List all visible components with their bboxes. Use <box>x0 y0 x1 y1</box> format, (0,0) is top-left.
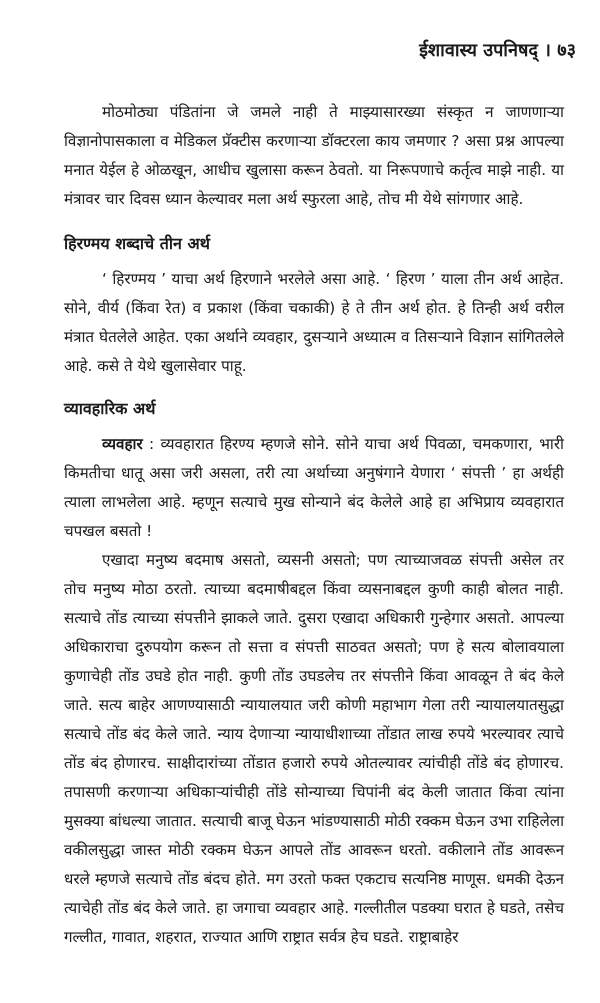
practical-meaning-paragraph-2: एखादा मनुष्य बदमाष असतो, व्यसनी असतो; पण त्याच्याजवळ संपत्ती असेल तर तोच मनुष्य मोठा ठरतो. त्याच्या बदमाषीबद्दल किंवा व्यसनाबद्दल कुणी काही बोलत नाही. सत्याचे तोंड त्याच्या संपत्तीने झाकले जाते. दुसरा एखादा अधिकारी गुन्हेगार असतो. आपल्या अधिकाराचा दुरुपयोग करून तो सत्ता व संपत्ती साठवत असतो; पण हे सत्य बोलावयाला कुणाचेही तोंड उघडे होत नाही. कुणी तोंड उघडलेच तर संपत्तीने किंवा आवळून ते बंद केले जाते. सत्य बाहेर आणण्यासाठी न्यायालयात जरी कोणी महाभाग गेला तरी न्यायालयातसुद्धा सत्याचे तोंड बंद केले जाते. न्याय देणाऱ्या न्यायाधीशाच्या तोंडात लाख रुपये भरल्यावर त्याचे तोंड बंद होणारच. साक्षीदारांच्या तोंडात हजारो रुपये ओतल्यावर त्यांचीही तोंडे बंद होणारच. तपासणी करणाऱ्या अधिकाऱ्यांचीही तोंडे सोन्याच्या चिपांनी बंद केली जातात किंवा त्यांना मुसक्या बांधल्या जातात. सत्याची बाजू घेऊन भांडण्यासाठी मोठी रक्कम घेऊन उभा राहिलेला वकीलसुद्धा जास्त मोठी रक्कम घेऊन आपले तोंड आवरून धरतो. वकीलाने तोंड आवरून धरले म्हणजे सत्याचे तोंड बंदच होते. मग उरतो फक्त एकटाच सत्यनिष्ठ माणूस. धमकी देऊन त्याचेही तोंड बंद केले जाते. हा जगाचा व्यवहार आहे. गल्लीतील पडक्या घरात हे घडते, तसेच गल्लीत, गावात, शहरात, राज्यात आणि राष्ट्रात सर्वत्र हेच घडते. राष्ट्राबाहेर <box>64 551 565 946</box>
paragraph-1-text: : व्यवहारात हिरण्य म्हणजे सोने. सोने याचा अर्थ पिवळा, चमकणारा, भारी किमतीचा धातू असा जरी असला, तरी त्या अर्थाच्या अनुषंगाने येणारा ‘ संपत्ती ’ हा अर्थही त्याला लाभलेला आहे. म्हणून सत्याचे मुख सोन्याने बंद केलेले आहे हा अभिप्राय व्यवहारात चपखल बसतो ! <box>64 435 564 540</box>
three-meanings-paragraph: ‘ हिरण्मय ’ याचा अर्थ हिरणाने भरलेले असा आहे. ‘ हिरण ’ याला तीन अर्थ आहेत. सोने, वीर्य (किंवा रेत) व प्रकाश (किंवा चकाकी) हे ते तीन अर्थ होत. हे तिन्ही अर्थ वरील मंत्रात घेतलेले आहेत. एका अर्थाने व्यवहार, दुसऱ्याने अध्यात्म व तिसऱ्याने विज्ञान सांगितलेले आहे. कसे ते येथे खुलासेवार पाहू. <box>64 270 564 375</box>
section-heading-practical-meaning: व्यावहारिक अर्थ <box>64 399 156 418</box>
running-header: ईशावास्य उपनिषद् । ७३ <box>419 40 576 61</box>
lead-term: व्यवहार <box>102 435 143 453</box>
intro-paragraph: मोठमोठ्या पंडितांना जे जमले नाही ते माझ्यासारख्या संस्कृत न जाणणाऱ्या विज्ञानोपासकाला व मेडिकल प्रॅक्टीस करणाऱ्या डॉक्टरला काय जमणार ? असा प्रश्न आपल्या मनात येईल हे ओळखून, आधीच खुलासा करून ठेवतो. या निरूपणाचे कर्तृत्व माझे नाही. या मंत्रावर चार दिवस ध्यान केल्यावर मला अर्थ स्फुरला आहे, तोच मी येथे सांगणार आहे. <box>64 103 564 208</box>
practical-meaning-paragraph-1 <box>64 430 564 546</box>
section-heading-three-meanings: हिरण्मय शब्दाचे तीन अर्थ <box>64 234 210 253</box>
